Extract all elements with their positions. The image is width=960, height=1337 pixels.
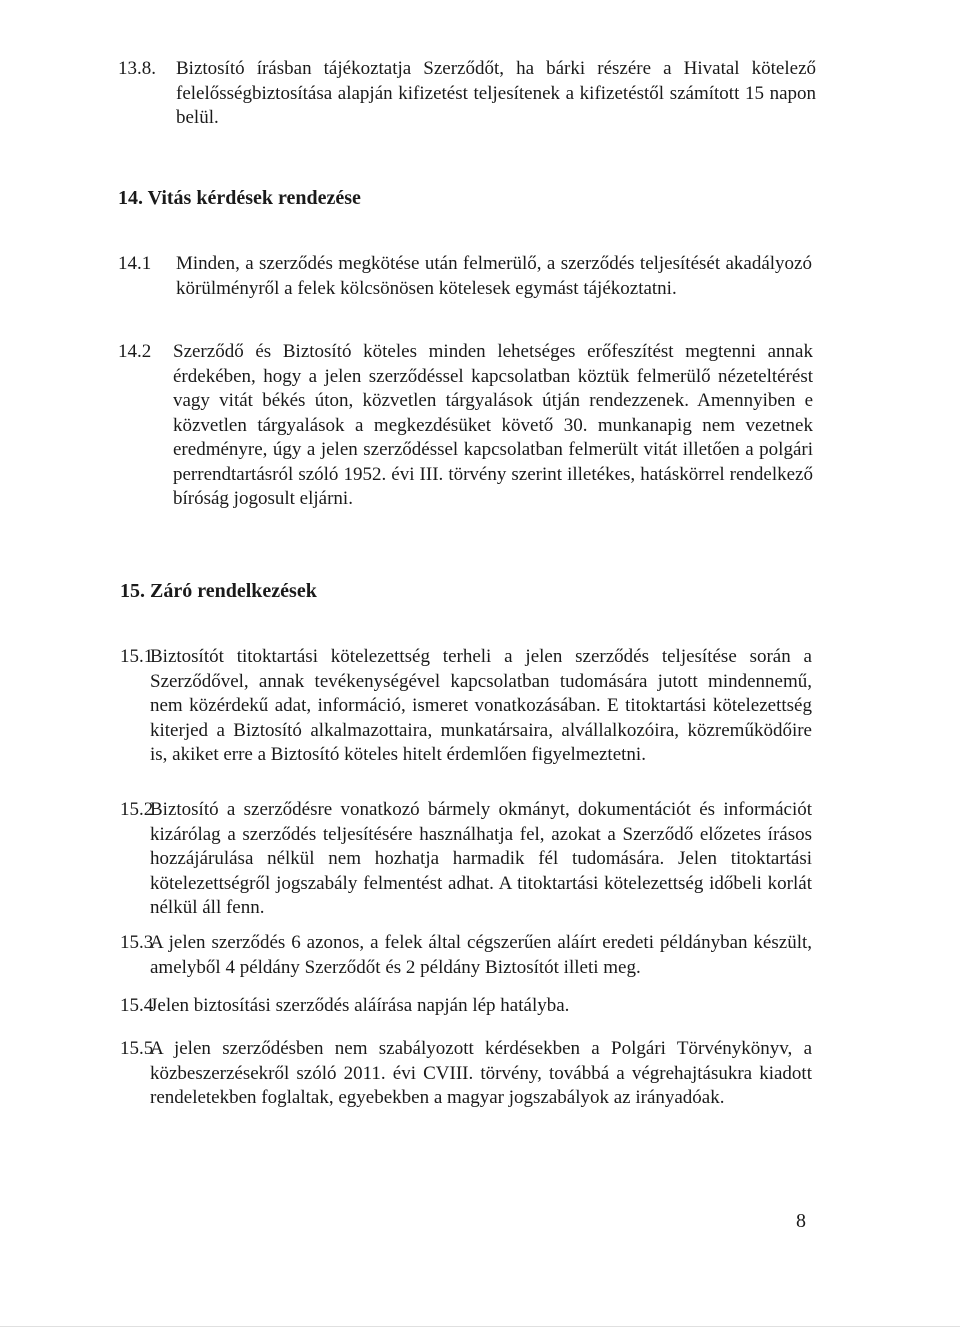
clause-text: Biztosítót titoktartási kötelezettség terheli a jelen szerződés teljesítése során a Szerződővel, annak tevékenységével kapcsolatban tudomására jutott mindennemű, nem közérdekű adat, információ, ismeret vonatkozásában. E titoktartási kötelezettség kiterjed a Biztosító alkalmazottaira, munkatársaira, alvállalkozóira, közreműködőire is, akiket erre a Biztosító köteles hitelt érdemlően figyelmeztetni. [150, 646, 812, 765]
section-heading-15: 15. Záró rendelkezések [120, 580, 317, 602]
clause-number: 14.2 [118, 341, 152, 362]
clause-15-4 [120, 994, 820, 1020]
clause-15-5 [120, 1037, 820, 1137]
clause-number: 15.2 [120, 799, 154, 820]
clause-number: 14.1 [118, 253, 152, 274]
clause-text: Minden, a szerződés megkötése után felmerülő, a szerződés teljesítését akadályozó körülményről a felek kölcsönösen kötelesek egymást tájékoztatni. [176, 253, 812, 299]
clause-text: Szerződő és Biztosító köteles minden lehetséges erőfeszítést megtenni annak érdekében, hogy a jelen szerződéssel kapcsolatban köztük felmerülő nézeteltérést vagy vitát békés úton, közvetlen tárgyalások útján rendezzenek. Amennyiben e közvetlen tárgyalások a megkezdésüket követő 30. munkanapig nem vezetnek eredményre, úgy a jelen szerződéssel kapcsolatban felmerült vitát illetően a polgári perrendtartásról szóló 1952. évi III. törvény szerint illetékes, hatáskörrel rendelkező bíróság jogosult eljárni. [173, 341, 813, 509]
clause-text: Biztosító a szerződésre vonatkozó bármely okmányt, dokumentációt és információt kizárólag a szerződés teljesítésére használhatja fel, azokat a Szerződő előzetes írásos hozzájárulása nélkül nem hozhatja harmadik fél tudomására. Jelen titoktartási kötelezettségről jogszabály felmentést adhat. A titoktartási kötelezettség időbeli korlát nélkül áll fenn. [150, 799, 812, 918]
clause-15-1 [120, 645, 820, 785]
clause-number: 15.3 [120, 932, 154, 953]
clause-14-2 [118, 340, 818, 520]
clause-text: Jelen biztosítási szerződés aláírása napján lép hatályba. [150, 995, 570, 1016]
page-number: 8 [796, 1210, 806, 1232]
page-bottom-divider [0, 1326, 960, 1327]
clause-number: 15.5 [120, 1038, 154, 1059]
clause-text: A jelen szerződésben nem szabályozott kérdésekben a Polgári Törvénykönyv, a közbeszerzésekről szóló 2011. évi CVIII. törvény, továbbá a végrehajtásukra kiadott rendeletekben foglaltak, egyebekben a magyar jogszabályok az irányadóak. [150, 1038, 812, 1108]
clause-number: 15.1 [120, 646, 154, 667]
section-heading-14: 14. Vitás kérdések rendezése [118, 187, 361, 209]
clause-15-3 [120, 931, 820, 981]
clause-text: A jelen szerződés 6 azonos, a felek által cégszerűen aláírt eredeti példányban készült, amelyből 4 példány Szerződőt és 2 példány Biztosítót illeti meg. [150, 932, 812, 978]
clause-number: 15.4 [120, 995, 154, 1016]
clause-14-1 [118, 252, 818, 332]
clause-number: 13.8. [118, 58, 156, 79]
clause-13-8 [118, 57, 818, 137]
clause-text: Biztosító írásban tájékoztatja Szerződőt, ha bárki részére a Hivatal kötelező felelősségbiztosítása alapján kifizetést teljesítenek a kifizetéstől számított 15 napon belül. [176, 58, 816, 128]
clause-15-2 [120, 798, 820, 918]
